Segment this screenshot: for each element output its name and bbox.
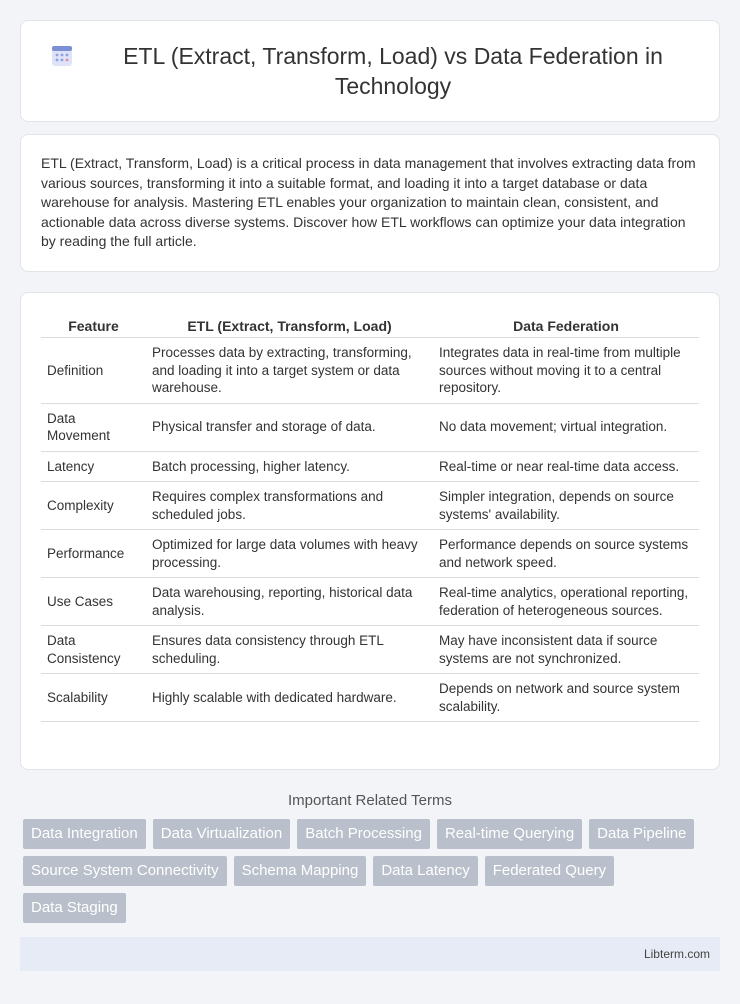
federation-cell: Integrates data in real-time from multiple sources without moving it to a central repository. bbox=[433, 338, 699, 404]
tag-data-staging[interactable]: Data Staging bbox=[23, 893, 126, 923]
tag-batch-processing[interactable]: Batch Processing bbox=[297, 819, 430, 849]
title-wrap bbox=[51, 41, 689, 101]
feature-cell: Use Cases bbox=[41, 578, 146, 626]
related-terms-list bbox=[20, 819, 720, 930]
table-row bbox=[41, 530, 699, 578]
table-row bbox=[41, 338, 699, 404]
feature-cell: Data Consistency bbox=[41, 626, 146, 674]
feature-cell: Performance bbox=[41, 530, 146, 578]
table-row bbox=[41, 674, 699, 722]
footer-site-link[interactable]: Libterm.com bbox=[643, 947, 710, 961]
feature-cell: Definition bbox=[41, 338, 146, 404]
header-etl: ETL (Extract, Transform, Load) bbox=[146, 313, 433, 338]
tag-federated-query[interactable]: Federated Query bbox=[485, 856, 614, 886]
table-row bbox=[41, 482, 699, 530]
comparison-card bbox=[20, 292, 720, 770]
header-federation: Data Federation bbox=[433, 313, 699, 338]
tag-real-time-querying[interactable]: Real-time Querying bbox=[437, 819, 582, 849]
feature-cell: Scalability bbox=[41, 674, 146, 722]
federation-cell: May have inconsistent data if source systems are not synchronized. bbox=[433, 626, 699, 674]
etl-cell: Highly scalable with dedicated hardware. bbox=[146, 674, 433, 722]
table-row bbox=[41, 403, 699, 451]
feature-cell: Data Movement bbox=[41, 403, 146, 451]
footer bbox=[20, 937, 720, 971]
intro-paragraph: ETL (Extract, Transform, Load) is a critical process in data management that involves extracting data from various sources, transforming it into a suitable format, and loading it into a target database or data warehouse for analysis. Mastering ETL enables your organization to maintain clean, consistent, and actionable data across diverse systems. Discover how ETL workflows can optimize your data integration by reading the full article. bbox=[41, 155, 696, 249]
etl-cell: Processes data by extracting, transforming, and loading it into a target system or data warehouse. bbox=[146, 338, 433, 404]
table-row bbox=[41, 626, 699, 674]
table-row bbox=[41, 578, 699, 626]
table-header-row bbox=[41, 313, 699, 338]
tag-data-latency[interactable]: Data Latency bbox=[373, 856, 477, 886]
etl-cell: Data warehousing, reporting, historical data analysis. bbox=[146, 578, 433, 626]
feature-cell: Complexity bbox=[41, 482, 146, 530]
table-row bbox=[41, 451, 699, 482]
tag-data-virtualization[interactable]: Data Virtualization bbox=[153, 819, 290, 849]
tag-data-pipeline[interactable]: Data Pipeline bbox=[589, 819, 694, 849]
federation-cell: No data movement; virtual integration. bbox=[433, 403, 699, 451]
federation-cell: Simpler integration, depends on source systems' availability. bbox=[433, 482, 699, 530]
intro-card bbox=[20, 134, 720, 272]
comparison-table bbox=[41, 313, 699, 722]
etl-cell: Optimized for large data volumes with heavy processing. bbox=[146, 530, 433, 578]
tag-data-integration[interactable]: Data Integration bbox=[23, 819, 146, 849]
tag-schema-mapping[interactable]: Schema Mapping bbox=[234, 856, 367, 886]
federation-cell: Real-time analytics, operational reporting, federation of heterogeneous sources. bbox=[433, 578, 699, 626]
etl-cell: Ensures data consistency through ETL scheduling. bbox=[146, 626, 433, 674]
etl-cell: Physical transfer and storage of data. bbox=[146, 403, 433, 451]
federation-cell: Real-time or near real-time data access. bbox=[433, 451, 699, 482]
federation-cell: Depends on network and source system scalability. bbox=[433, 674, 699, 722]
feature-cell: Latency bbox=[41, 451, 146, 482]
title-card bbox=[20, 20, 720, 122]
related-terms-title: Important Related Terms bbox=[288, 792, 452, 809]
federation-cell: Performance depends on source systems and network speed. bbox=[433, 530, 699, 578]
document-icon bbox=[51, 45, 73, 67]
header-feature: Feature bbox=[41, 313, 146, 338]
etl-cell: Requires complex transformations and scheduled jobs. bbox=[146, 482, 433, 530]
etl-cell: Batch processing, higher latency. bbox=[146, 451, 433, 482]
tag-source-system-connectivity[interactable]: Source System Connectivity bbox=[23, 856, 227, 886]
page-title: ETL (Extract, Transform, Load) vs Data Federation in Technology bbox=[123, 43, 663, 99]
